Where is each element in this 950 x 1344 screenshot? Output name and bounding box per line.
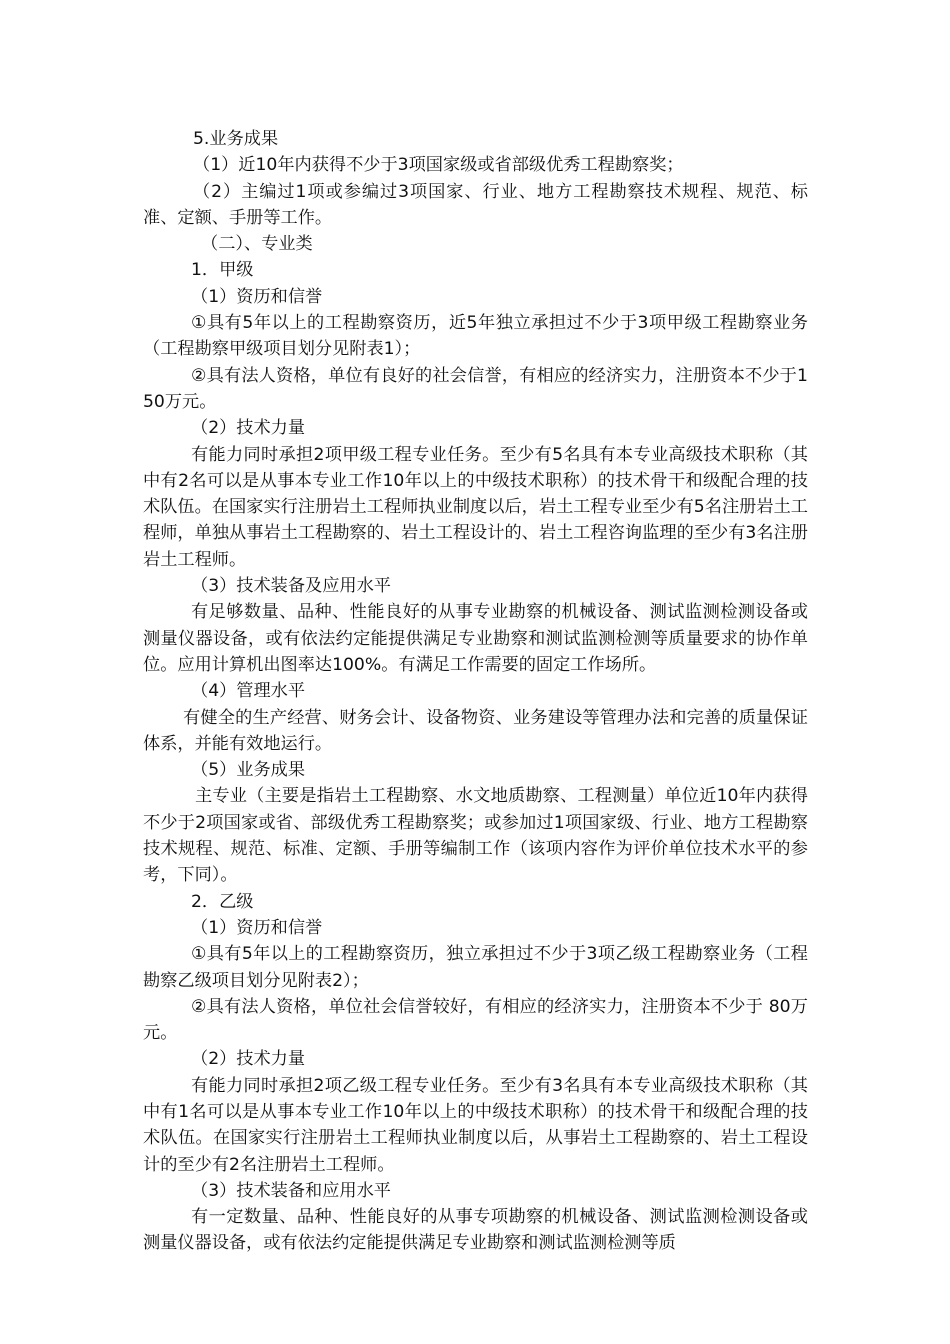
document-paragraph: 有能力同时承担2项乙级工程专业任务。至少有3名具有本专业高级技术职称（其中有1名可以是从事本专业工作10年以上的中级技术职称）的技术骨干和级配合理的技术队伍。在国家实行注册岩土工程师执业制度以后，从事岩土工程勘察的、岩土工程设计的至少有2名注册岩土工程师。 <box>143 1075 808 1175</box>
document-paragraph: 主专业（主要是指岩土工程勘察、水文地质勘察、工程测量）单位近10年内获得不少于2项国家或省、部级优秀工程勘察奖；或参加过1项国家级、行业、地方工程勘察技术规程、规范、标准、定额、手册等编制工作（该项内容作为评价单位技术水平的参考，下同）。 <box>143 786 808 886</box>
document-paragraph: （二）、专业类 <box>201 234 313 255</box>
document-paragraph: 1．甲级 <box>191 260 254 281</box>
document-paragraph: ①具有5年以上的工程勘察资历，近5年独立承担过不少于3项甲级工程勘察业务（工程勘察甲级项目划分见附表1）； <box>143 313 808 360</box>
document-paragraph: （1）资历和信誉 <box>191 917 323 938</box>
document-paragraph: 有健全的生产经营、财务会计、设备物资、业务建设等管理办法和完善的质量保证体系，并能有效地运行。 <box>143 707 808 754</box>
document-paragraph: ②具有法人资格，单位有良好的社会信誉，有相应的经济实力，注册资本不少于150万元。 <box>143 365 808 412</box>
document-paragraph: ①具有5年以上的工程勘察资历，独立承担过不少于3项乙级工程勘察业务（工程勘察乙级项目划分见附表2）； <box>143 944 808 991</box>
document-paragraph: （3）技术装备及应用水平 <box>191 576 391 597</box>
document-paragraph: 有能力同时承担2项甲级工程专业任务。至少有5名具有本专业高级技术职称（其中有2名可以是从事本专业工作10年以上的中级技术职称）的技术骨干和级配合理的技术队伍。在国家实行注册岩土工程师执业制度以后，岩土工程专业至少有5名注册岩土工程师，单独从事岩土工程勘察的、岩土工程设计的、岩土工程咨询监理的至少有3名注册岩土工程师。 <box>143 444 808 570</box>
document-paragraph: （4）管理水平 <box>191 681 306 702</box>
document-body <box>143 126 808 1257</box>
document-paragraph: （1）近10年内获得不少于3项国家级或省部级优秀工程勘察奖； <box>193 155 684 176</box>
document-paragraph: （3）技术装备和应用水平 <box>191 1180 391 1201</box>
document-paragraph: （2）主编过1项或参编过3项国家、行业、地方工程勘察技术规程、规范、标准、定额、手册等工作。 <box>143 181 808 228</box>
document-paragraph: （2）技术力量 <box>191 418 306 439</box>
document-paragraph: （1）资历和信誉 <box>191 286 323 307</box>
document-paragraph: （5）业务成果 <box>191 760 306 781</box>
document-paragraph: 2．乙级 <box>191 891 254 912</box>
document-paragraph: （2）技术力量 <box>191 1049 306 1070</box>
document-paragraph: ②具有法人资格，单位社会信誉较好，有相应的经济实力，注册资本不少于 80万元。 <box>143 996 808 1044</box>
document-paragraph: 有一定数量、品种、性能良好的从事专项勘察的机械设备、测试监测检测设备或测量仪器设备，或有依法约定能提供满足专业勘察和测试监测检测等质 <box>143 1207 808 1254</box>
document-paragraph: 有足够数量、品种、性能良好的从事专业勘察的机械设备、测试监测检测设备或测量仪器设备，或有依法约定能提供满足专业勘察和测试监测检测等质量要求的协作单位。应用计算机出图率达100%。有满足工作需要的固定工作场所。 <box>143 602 808 675</box>
document-paragraph: 5.业务成果 <box>193 129 279 149</box>
